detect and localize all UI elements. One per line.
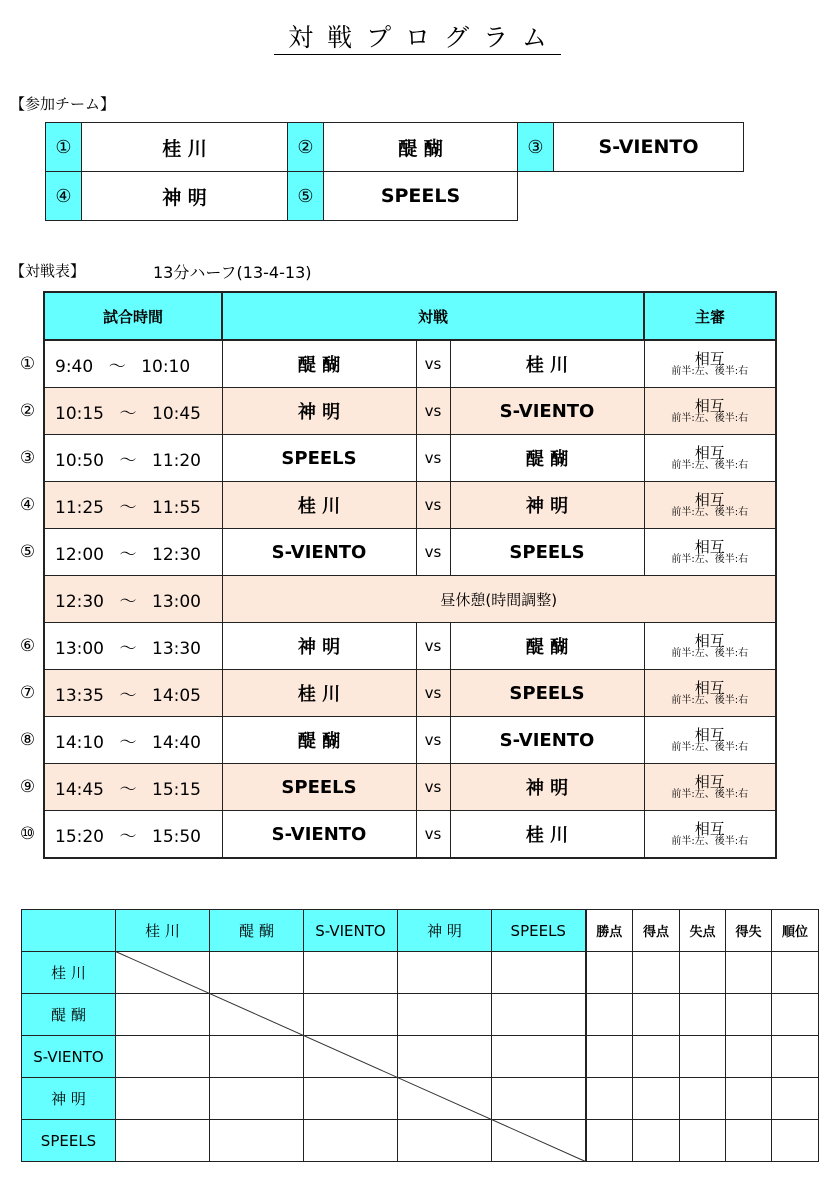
team-number: ④ (46, 172, 82, 221)
grid-cell (116, 1120, 210, 1162)
away-team: 桂 川 (450, 811, 644, 859)
away-team: SPEELS (450, 529, 644, 576)
empty-cell (12, 292, 44, 340)
referee-main: 相互 (694, 396, 725, 415)
grid-stat-cell (586, 1036, 633, 1078)
start-time: 10:50 (55, 450, 104, 471)
grid-row-team: 神 明 (22, 1078, 116, 1120)
grid-cell (210, 1036, 304, 1078)
match-number: ⑧ (19, 730, 36, 750)
grid-diagonal-cell (210, 994, 304, 1036)
referee-main: 相互 (694, 725, 725, 744)
grid-cell (398, 952, 492, 994)
grid-stat-cell (586, 1120, 633, 1162)
end-time: 14:05 (152, 685, 201, 706)
grid-cell (304, 1078, 398, 1120)
lunch-time (44, 576, 222, 623)
grid-row (22, 1078, 819, 1120)
start-time: 9:40 (55, 356, 94, 377)
match-time (44, 435, 222, 482)
team-name: 醍 醐 (324, 123, 518, 172)
referee-cell (644, 435, 776, 482)
tilde: ～ (119, 732, 137, 753)
start-time: 12:30 (55, 591, 104, 612)
referee-main: 相互 (694, 631, 725, 650)
grid-col-team: S-VIENTO (304, 910, 398, 952)
referee-main: 相互 (694, 490, 725, 509)
referee-sub: 前半:左、後半:右 (671, 788, 749, 800)
tilde: ～ (119, 591, 137, 612)
grid-cell (492, 994, 586, 1036)
grid-cell (492, 1036, 586, 1078)
grid-diagonal-cell (304, 1036, 398, 1078)
grid-col-stat: 勝点 (586, 910, 633, 952)
tilde: ～ (119, 638, 137, 659)
referee-sub: 前半:左、後半:右 (671, 459, 749, 471)
empty-cell (518, 172, 554, 221)
match-row (12, 388, 776, 435)
away-team: 神 明 (450, 482, 644, 529)
grid-stat-cell (680, 1120, 726, 1162)
referee-cell (644, 482, 776, 529)
grid-cell (116, 1036, 210, 1078)
referee-sub: 前半:左、後半:右 (671, 365, 749, 377)
referee-cell (644, 717, 776, 764)
start-time: 13:00 (55, 638, 104, 659)
grid-row-team: 桂 川 (22, 952, 116, 994)
end-time: 11:55 (152, 497, 201, 518)
referee-sub: 前半:左、後半:右 (671, 741, 749, 753)
home-team: S-VIENTO (222, 811, 416, 859)
schedule-section-label: 【対戦表】 (10, 262, 86, 280)
match-row (12, 529, 776, 576)
match-row (12, 340, 776, 388)
grid-diagonal-cell (492, 1120, 586, 1162)
grid-col-stat: 失点 (680, 910, 726, 952)
grid-stat-cell (633, 952, 680, 994)
match-number: ⑦ (19, 683, 36, 703)
match-number: ② (19, 401, 36, 421)
grid-stat-cell (680, 1078, 726, 1120)
away-team: S-VIENTO (450, 717, 644, 764)
team-name: S-VIENTO (554, 123, 744, 172)
vs-label: vs (416, 811, 450, 859)
referee-sub: 前半:左、後半:右 (671, 647, 749, 659)
end-time: 14:40 (152, 732, 201, 753)
team-name: 神 明 (82, 172, 288, 221)
match-time (44, 340, 222, 388)
match-row (12, 623, 776, 670)
grid-row (22, 1036, 819, 1078)
referee-cell (644, 670, 776, 717)
home-team: 桂 川 (222, 482, 416, 529)
tilde: ～ (119, 685, 137, 706)
end-time: 15:50 (152, 826, 201, 847)
end-time: 13:30 (152, 638, 201, 659)
match-row (12, 811, 776, 859)
match-row (12, 482, 776, 529)
referee-sub: 前半:左、後半:右 (671, 412, 749, 424)
grid-cell (492, 1078, 586, 1120)
page-title (0, 18, 835, 54)
teams-table (45, 122, 744, 221)
start-time: 15:20 (55, 826, 104, 847)
grid-col-stat: 得点 (633, 910, 680, 952)
grid-stat-cell (772, 952, 819, 994)
referee-cell (644, 340, 776, 388)
grid-cell (398, 1120, 492, 1162)
grid-row (22, 994, 819, 1036)
empty-cell (12, 576, 44, 623)
teams-row (46, 172, 744, 221)
tilde: ～ (119, 544, 137, 565)
grid-stat-cell (680, 1036, 726, 1078)
vs-label: vs (416, 482, 450, 529)
tilde: ～ (119, 450, 137, 471)
referee-main: 相互 (694, 349, 725, 368)
end-time: 15:15 (152, 779, 201, 800)
match-number: ⑩ (19, 824, 36, 845)
header-time: 試合時間 (44, 292, 222, 340)
vs-label: vs (416, 388, 450, 435)
end-time: 12:30 (152, 544, 201, 565)
vs-label: vs (416, 764, 450, 811)
vs-label: vs (416, 529, 450, 576)
grid-stat-cell (586, 1078, 633, 1120)
grid-row-team: S-VIENTO (22, 1036, 116, 1078)
start-time: 14:45 (55, 779, 104, 800)
grid-cell (210, 1120, 304, 1162)
team-number: ② (288, 123, 324, 172)
empty-cell (554, 172, 744, 221)
grid-stat-cell (726, 1036, 772, 1078)
match-row (12, 764, 776, 811)
header-referee: 主審 (644, 292, 776, 340)
home-team: 醍 醐 (222, 340, 416, 388)
results-grid (21, 909, 819, 1162)
home-team: SPEELS (222, 435, 416, 482)
tilde: ～ (119, 403, 137, 424)
referee-main: 相互 (694, 537, 725, 556)
referee-sub: 前半:左、後半:右 (671, 835, 749, 847)
match-row (12, 717, 776, 764)
grid-cell (304, 952, 398, 994)
team-name: SPEELS (324, 172, 518, 221)
match-number: ⑨ (19, 777, 36, 797)
grid-cell (304, 994, 398, 1036)
grid-stat-cell (633, 1078, 680, 1120)
grid-header-row (22, 910, 819, 952)
grid-col-stat: 順位 (772, 910, 819, 952)
lunch-row (12, 576, 776, 623)
vs-label: vs (416, 340, 450, 388)
grid-stat-cell (726, 1078, 772, 1120)
match-time (44, 811, 222, 859)
match-time (44, 529, 222, 576)
grid-diagonal-cell (116, 952, 210, 994)
schedule-table (12, 291, 777, 859)
match-time (44, 623, 222, 670)
start-time: 10:15 (55, 403, 104, 424)
grid-cell (492, 952, 586, 994)
vs-label: vs (416, 670, 450, 717)
referee-cell (644, 623, 776, 670)
match-time (44, 670, 222, 717)
page-title-text: 対戦プログラム (274, 23, 561, 55)
match-time (44, 717, 222, 764)
away-team: 醍 醐 (450, 623, 644, 670)
grid-row (22, 952, 819, 994)
match-number: ① (19, 353, 36, 374)
match-number: ⑤ (19, 542, 36, 562)
referee-main: 相互 (694, 678, 725, 697)
grid-col-team: SPEELS (492, 910, 586, 952)
grid-cell (398, 994, 492, 1036)
grid-stat-cell (726, 994, 772, 1036)
grid-stat-cell (726, 952, 772, 994)
home-team: SPEELS (222, 764, 416, 811)
start-time: 12:00 (55, 544, 104, 565)
grid-stat-cell (633, 1036, 680, 1078)
grid-col-team: 神 明 (398, 910, 492, 952)
referee-cell (644, 811, 776, 859)
grid-stat-cell (772, 994, 819, 1036)
match-row (12, 670, 776, 717)
vs-label: vs (416, 717, 450, 764)
tilde: ～ (119, 497, 137, 518)
away-team: 醍 醐 (450, 435, 644, 482)
end-time: 11:20 (152, 450, 201, 471)
grid-stat-cell (680, 952, 726, 994)
referee-main: 相互 (694, 819, 725, 838)
team-name: 桂 川 (82, 123, 288, 172)
end-time: 10:10 (141, 356, 191, 377)
grid-cell (210, 952, 304, 994)
teams-section-label: 【参加チーム】 (10, 95, 116, 113)
grid-row (22, 1120, 819, 1162)
vs-label: vs (416, 435, 450, 482)
grid-stat-cell (586, 952, 633, 994)
grid-cell (116, 1078, 210, 1120)
header-match: 対戦 (222, 292, 644, 340)
away-team: SPEELS (450, 670, 644, 717)
home-team: 神 明 (222, 388, 416, 435)
match-time (44, 764, 222, 811)
referee-main: 相互 (694, 443, 725, 462)
tilde: ～ (108, 356, 126, 377)
grid-stat-cell (772, 1120, 819, 1162)
referee-sub: 前半:左、後半:右 (671, 553, 749, 565)
referee-cell (644, 529, 776, 576)
away-team: 神 明 (450, 764, 644, 811)
start-time: 14:10 (55, 732, 104, 753)
grid-cell (304, 1120, 398, 1162)
grid-stat-cell (633, 1120, 680, 1162)
start-time: 11:25 (55, 497, 104, 518)
grid-stat-cell (726, 1120, 772, 1162)
match-format: 13分ハーフ(13-4-13) (153, 263, 312, 282)
team-number: ⑤ (288, 172, 324, 221)
away-team: 桂 川 (450, 340, 644, 388)
grid-row-team: 醍 醐 (22, 994, 116, 1036)
grid-stat-cell (772, 1036, 819, 1078)
grid-col-stat: 得失 (726, 910, 772, 952)
match-time (44, 482, 222, 529)
match-number: ⑥ (19, 636, 36, 656)
referee-cell (644, 388, 776, 435)
grid-cell (398, 1036, 492, 1078)
end-time: 10:45 (152, 403, 201, 424)
referee-sub: 前半:左、後半:右 (671, 694, 749, 706)
referee-sub: 前半:左、後半:右 (671, 506, 749, 518)
team-number: ③ (518, 123, 554, 172)
home-team: 醍 醐 (222, 717, 416, 764)
away-team: S-VIENTO (450, 388, 644, 435)
grid-col-team: 醍 醐 (210, 910, 304, 952)
team-number: ① (46, 123, 82, 172)
vs-label: vs (416, 623, 450, 670)
grid-stat-cell (633, 994, 680, 1036)
referee-cell (644, 764, 776, 811)
teams-row (46, 123, 744, 172)
grid-cell (210, 1078, 304, 1120)
match-time (44, 388, 222, 435)
schedule-header-row (12, 292, 776, 340)
grid-stat-cell (586, 994, 633, 1036)
tilde: ～ (119, 826, 137, 847)
grid-diagonal-cell (398, 1078, 492, 1120)
grid-stat-cell (680, 994, 726, 1036)
lunch-label: 昼休憩(時間調整) (222, 576, 776, 623)
grid-row-team: SPEELS (22, 1120, 116, 1162)
home-team: S-VIENTO (222, 529, 416, 576)
tilde: ～ (119, 779, 137, 800)
grid-stat-cell (772, 1078, 819, 1120)
match-number: ④ (19, 495, 36, 515)
home-team: 桂 川 (222, 670, 416, 717)
match-number: ③ (19, 448, 36, 468)
grid-cell (116, 994, 210, 1036)
referee-main: 相互 (694, 772, 725, 791)
start-time: 13:35 (55, 685, 104, 706)
grid-corner (22, 910, 116, 952)
grid-col-team: 桂 川 (116, 910, 210, 952)
end-time: 13:00 (152, 591, 201, 612)
match-row (12, 435, 776, 482)
home-team: 神 明 (222, 623, 416, 670)
